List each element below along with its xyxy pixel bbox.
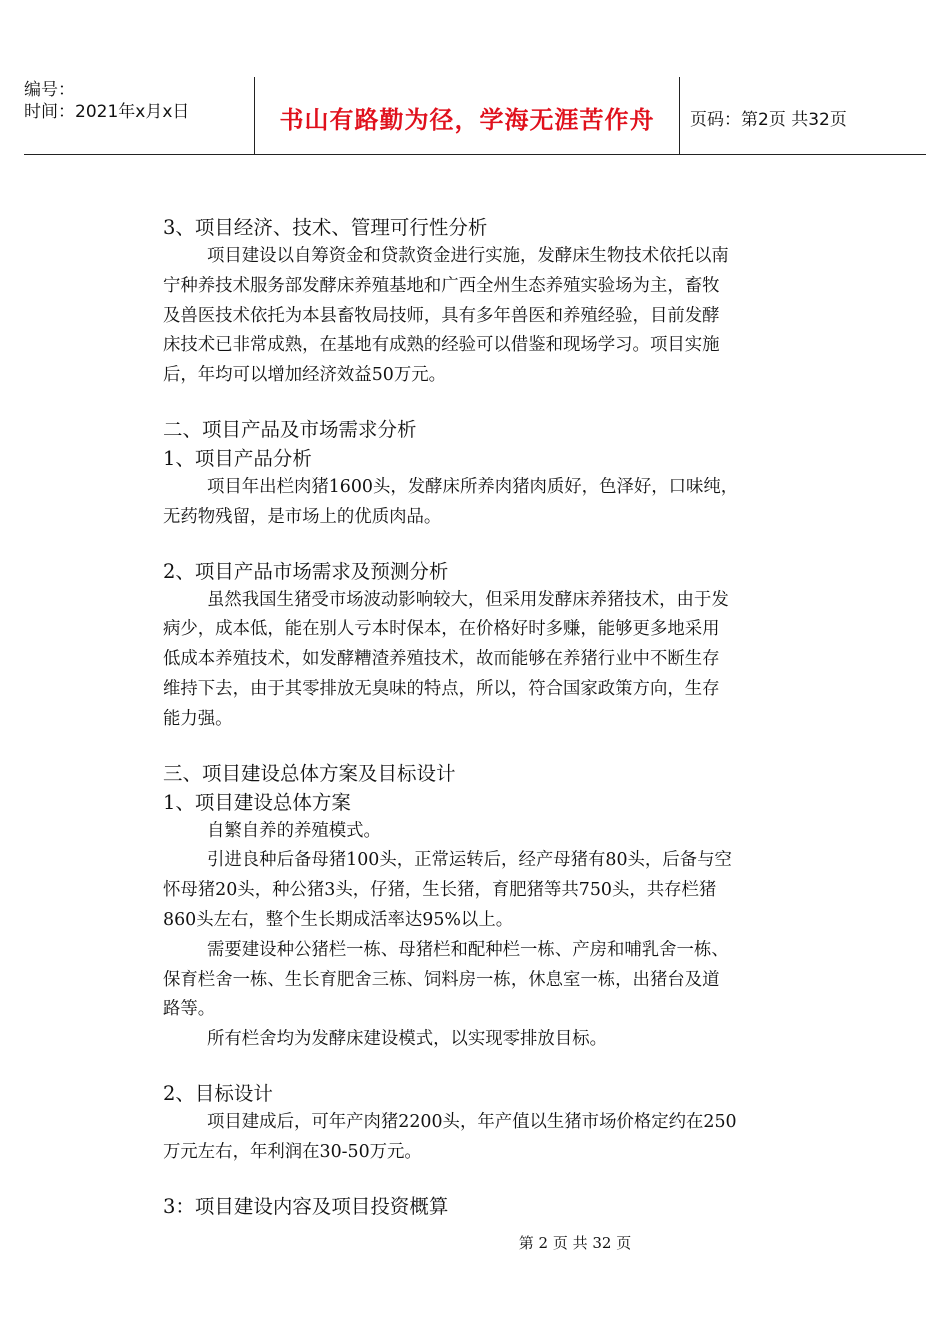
text-line: 路等。 [163,999,216,1020]
text-line: 项目年出栏肉猪1600头，发酵床所养肉猪肉质好，色泽好，口味纯， [207,476,739,497]
text-line: 860头左右，整个生长期成活率达95%以上。 [163,909,514,930]
page-header [24,77,926,155]
text-line: 无药物残留，是市场上的优质肉品。 [163,506,442,527]
part-heading: 三、项目建设总体方案及目标设计 [163,761,456,785]
paragraph [163,846,793,935]
page-footer: 第 2 页 共 32 页 [518,1234,632,1252]
text-line: 宁种养技术服务部发酵床养殖基地和广西全州生态养殖实验场为主，畜牧 [163,275,720,296]
header-page-label: 页码：第2页 共32页 [690,110,847,130]
paragraph [163,1108,793,1168]
text-line: 低成本养殖技术，如发酵糟渣养殖技术，故而能够在养猪行业中不断生存 [163,649,720,670]
part-heading: 二、项目产品及市场需求分析 [163,417,417,441]
header-meta [24,77,254,154]
number-label: 编号： [24,80,75,100]
text-line: 需要建设种公猪栏一栋、母猪栏和配种栏一栋、产房和哺乳舍一栋、 [207,939,729,960]
time-label: 时间：2021年x月x日 [24,102,190,122]
section-heading: 2、目标设计 [163,1081,273,1105]
text-line: 万元左右，年利润在30-50万元。 [163,1141,422,1162]
document-body [163,213,793,1221]
text-line: 及兽医技术依托为本县畜牧局技师，具有多年兽医和养殖经验，目前发酵 [163,305,720,326]
paragraph [163,242,793,391]
section-heading: 2、项目产品市场需求及预测分析 [163,559,449,583]
text-line: 后，年均可以增加经济效益50万元。 [163,365,446,386]
text-line: 怀母猪20头，种公猪3头，仔猪，生长猪，育肥猪等共750头，共存栏猪 [163,880,717,901]
text-line: 虽然我国生猪受市场波动影响较大，但采用发酵床养猪技术，由于发 [207,589,729,610]
paragraph [163,473,793,533]
text-line: 保育栏舍一栋、生长育肥舍三栋、饲料房一栋，休息室一栋，出猪台及道 [163,969,720,990]
text-line: 床技术已非常成熟，在基地有成熟的经验可以借鉴和现场学习。项目实施 [163,335,720,356]
section-heading: 3、项目经济、技术、管理可行性分析 [163,216,488,239]
section-heading: 3：项目建设内容及项目投资概算 [163,1194,449,1218]
text-line: 所有栏舍均为发酵床建设模式，以实现零排放目标。 [207,1029,607,1050]
paragraph [163,936,793,1025]
text-line: 引进良种后备母猪100头，正常运转后，经产母猪有80头，后备与空 [207,850,732,871]
header-motto: 书山有路勤为径，学海无涯苦作舟 [254,77,680,154]
text-line: 能力强。 [163,708,233,729]
text-line: 项目建成后，可年产肉猪2200头，年产值以生猪市场价格定约在250 [207,1111,737,1132]
text-line: 病少，成本低，能在别人亏本时保本，在价格好时多赚，能够更多地采用 [163,619,720,640]
section-heading: 1、项目产品分析 [163,446,312,470]
paragraph [163,586,793,735]
section-heading: 1、项目建设总体方案 [163,790,351,814]
text-line: 自繁自养的养殖模式。 [207,820,381,841]
text-line: 项目建设以自筹资金和贷款资金进行实施，发酵床生物技术依托以南 [207,246,729,266]
text-line: 维持下去，由于其零排放无臭味的特点，所以，符合国家政策方向，生存 [163,678,720,699]
